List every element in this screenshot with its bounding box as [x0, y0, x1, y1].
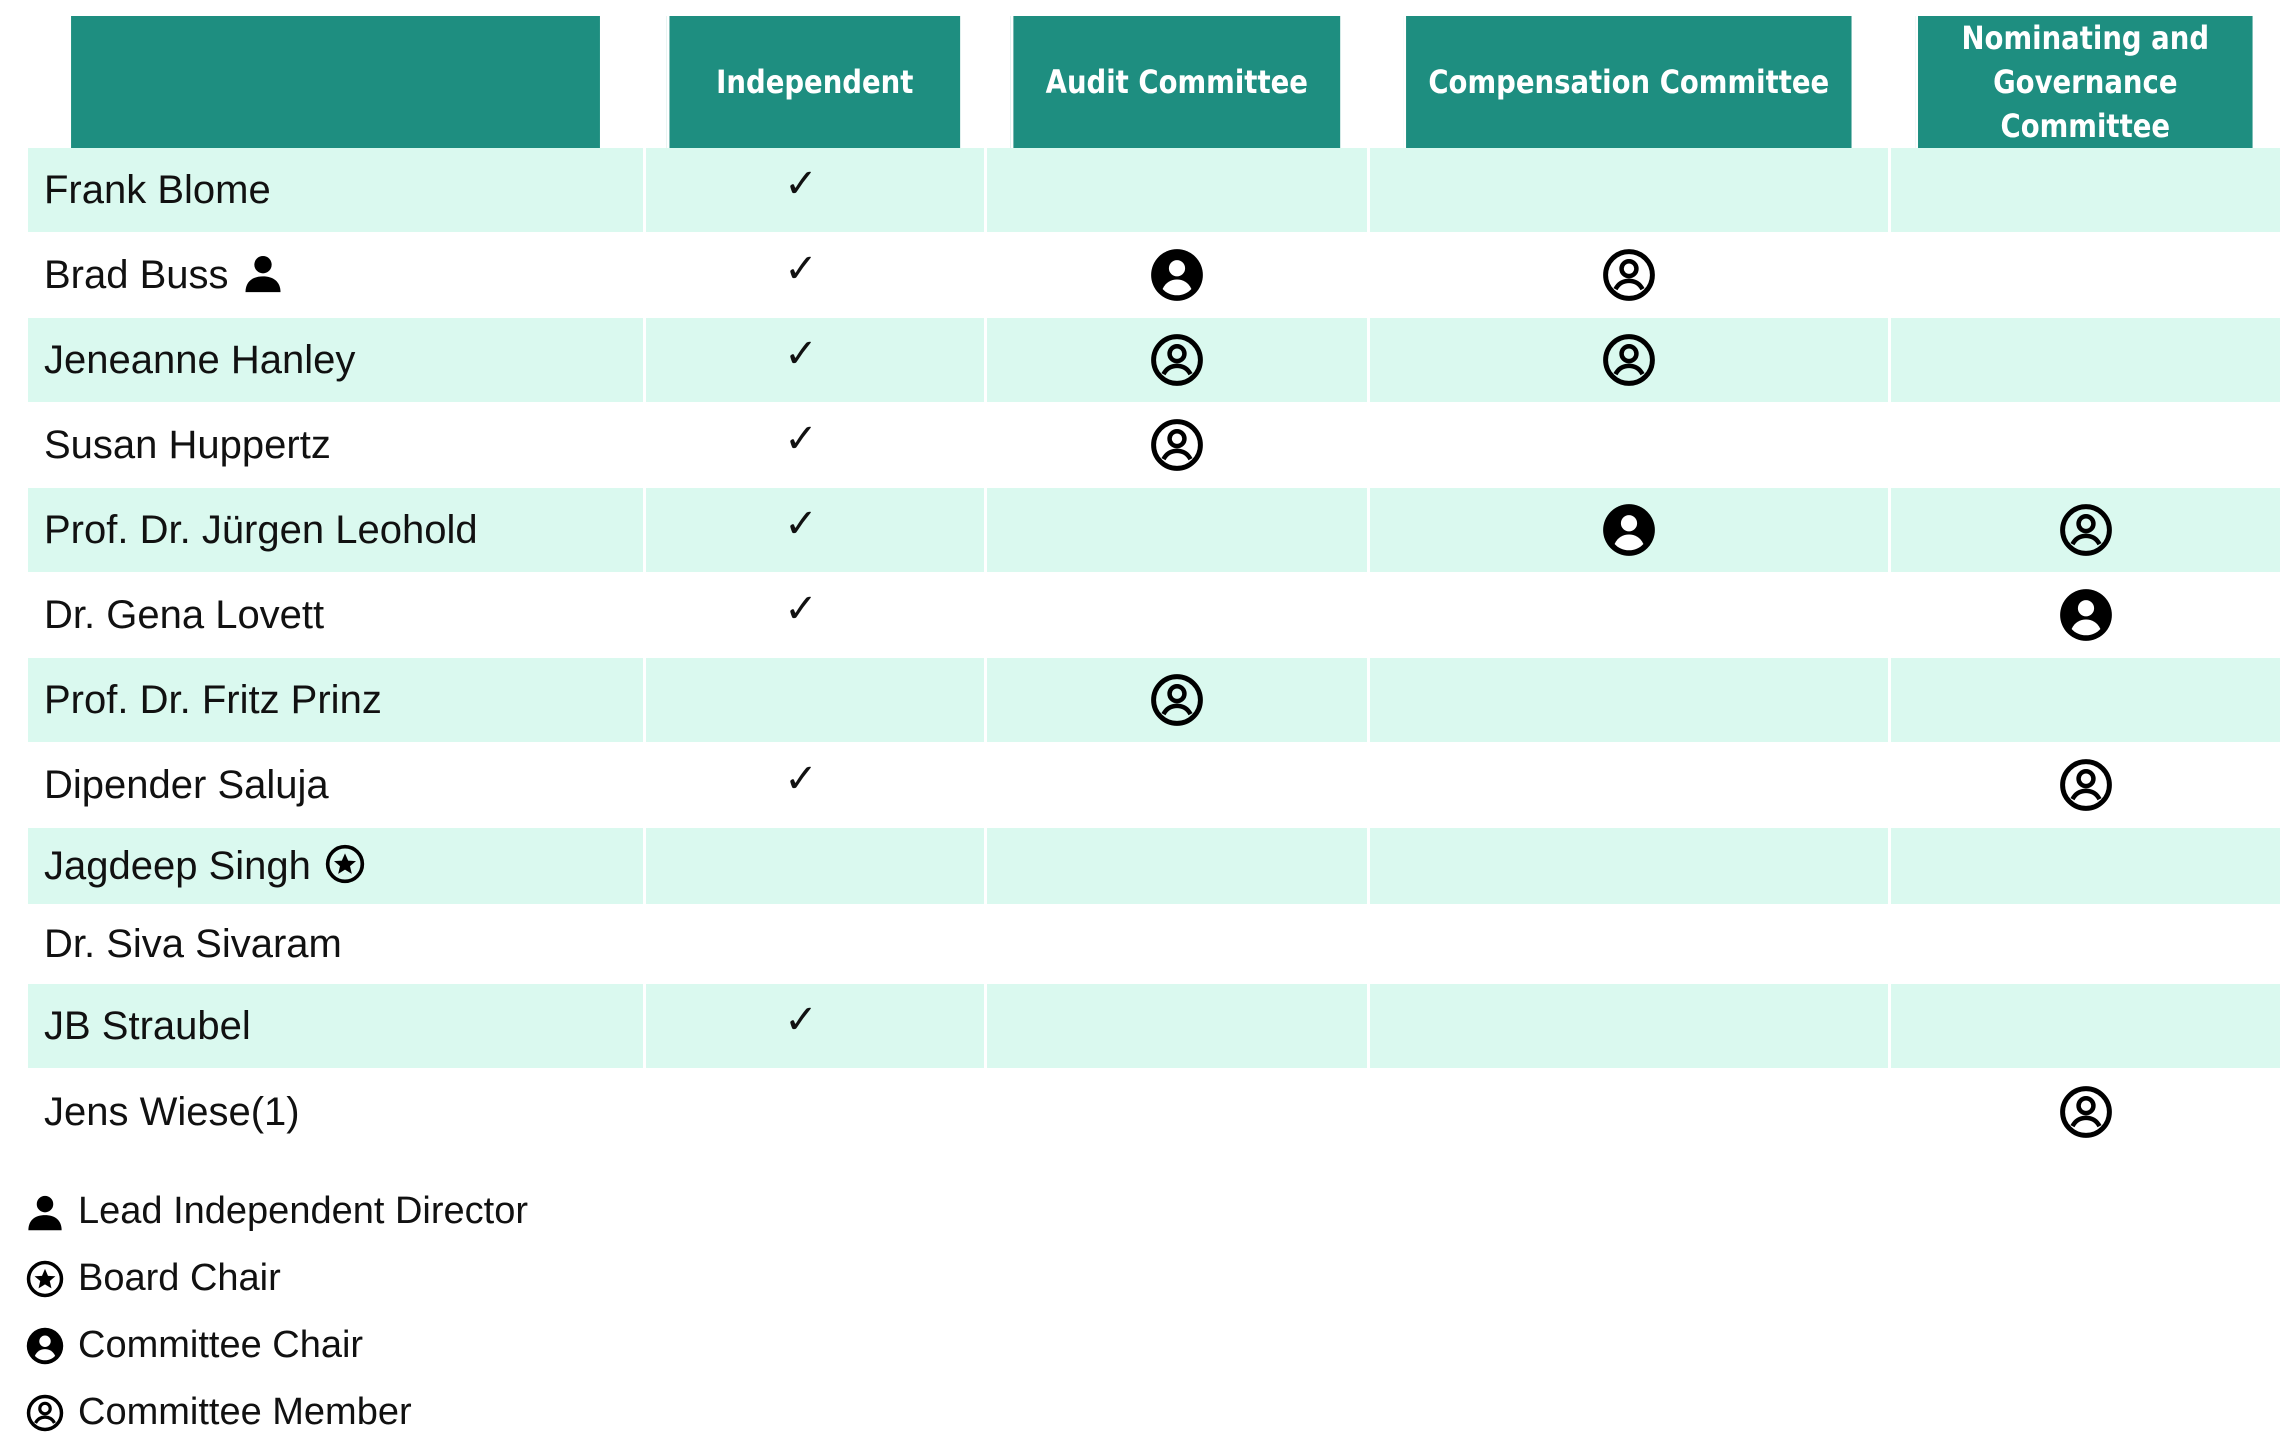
nominating-committee-cell — [1888, 658, 2280, 742]
nominating-committee-cell — [1888, 984, 2280, 1068]
legend-label: Committee Member — [78, 1391, 412, 1433]
table-row — [28, 658, 2280, 742]
legend-label: Lead Independent Director — [78, 1190, 528, 1232]
director-name-cell — [28, 742, 643, 828]
committee-chair-icon — [1150, 248, 1204, 302]
committee-member-icon — [1150, 418, 1204, 472]
header-row — [28, 16, 2280, 148]
independent-cell — [643, 572, 984, 658]
nominating-committee-cell — [1888, 904, 2280, 984]
compensation-committee-cell — [1367, 984, 1888, 1068]
committee-member-icon — [1602, 333, 1656, 387]
lead-independent-director-icon — [243, 253, 283, 293]
audit-committee-cell — [984, 232, 1367, 318]
director-name: Frank Blome — [44, 167, 271, 212]
audit-committee-cell — [984, 904, 1367, 984]
audit-committee-cell — [984, 318, 1367, 402]
legend-label: Committee Chair — [78, 1324, 364, 1366]
director-name-cell — [28, 232, 643, 318]
compensation-committee-cell — [1367, 742, 1888, 828]
director-name: Dr. Gena Lovett — [44, 592, 325, 637]
director-name-cell — [28, 148, 643, 232]
director-name: Prof. Dr. Fritz Prinz — [44, 677, 382, 722]
independent-cell — [643, 828, 984, 904]
committee-member-icon — [1150, 333, 1204, 387]
director-name-cell — [28, 984, 643, 1068]
table-row — [28, 402, 2280, 488]
independent-cell — [643, 1068, 984, 1156]
lead-independent-director-icon — [26, 1193, 64, 1231]
director-name: Jens Wiese(1) — [44, 1089, 300, 1134]
nominating-committee-cell — [1888, 1068, 2280, 1156]
director-name-cell — [28, 904, 643, 984]
table-row — [28, 742, 2280, 828]
director-name: Jagdeep Singh — [44, 843, 311, 888]
compensation-committee-cell — [1367, 318, 1888, 402]
table-row — [28, 148, 2280, 232]
table-row — [28, 984, 2280, 1068]
nominating-committee-cell — [1888, 318, 2280, 402]
checkmark-icon: ✓ — [784, 416, 818, 462]
audit-committee-cell — [984, 828, 1367, 904]
compensation-committee-cell — [1367, 572, 1888, 658]
legend-item — [26, 1245, 528, 1312]
independent-cell — [643, 904, 984, 984]
independent-cell — [643, 232, 984, 318]
committee-member-icon — [2059, 503, 2113, 557]
independent-cell — [643, 984, 984, 1068]
independent-cell — [643, 488, 984, 572]
audit-committee-cell — [984, 1068, 1367, 1156]
committee-chair-icon — [26, 1327, 64, 1365]
nominating-committee-cell — [1888, 232, 2280, 318]
audit-committee-cell — [984, 402, 1367, 488]
checkmark-icon: ✓ — [784, 331, 818, 377]
independent-cell — [643, 742, 984, 828]
committee-member-icon — [1602, 248, 1656, 302]
checkmark-icon: ✓ — [784, 246, 818, 292]
compensation-committee-cell — [1367, 488, 1888, 572]
director-name: Dipender Saluja — [44, 762, 329, 807]
legend-item — [26, 1379, 528, 1446]
committee-member-icon — [26, 1394, 64, 1432]
header-audit-committee: Audit Committee — [1011, 16, 1340, 148]
committee-member-icon — [2059, 1085, 2113, 1139]
independent-cell — [643, 318, 984, 402]
header-independent: Independent — [667, 16, 960, 148]
nominating-committee-cell — [1888, 402, 2280, 488]
director-name: JB Straubel — [44, 1003, 251, 1048]
committee-member-icon — [1150, 673, 1204, 727]
audit-committee-cell — [984, 984, 1367, 1068]
board-chair-icon — [26, 1260, 64, 1298]
director-name: Susan Huppertz — [44, 422, 331, 467]
table-row — [28, 828, 2280, 904]
committee-chair-icon — [2059, 588, 2113, 642]
compensation-committee-cell — [1367, 148, 1888, 232]
table-row — [28, 318, 2280, 402]
legend-item — [26, 1178, 528, 1245]
director-name-cell — [28, 828, 643, 904]
table-row — [28, 904, 2280, 984]
compensation-committee-cell — [1367, 828, 1888, 904]
checkmark-icon: ✓ — [784, 161, 818, 207]
audit-committee-cell — [984, 742, 1367, 828]
independent-cell — [643, 658, 984, 742]
checkmark-icon: ✓ — [784, 756, 818, 802]
director-name-cell — [28, 318, 643, 402]
director-name-cell — [28, 402, 643, 488]
checkmark-icon: ✓ — [784, 997, 818, 1043]
nominating-committee-cell — [1888, 828, 2280, 904]
legend-label: Board Chair — [78, 1257, 281, 1299]
committee-member-icon — [2059, 758, 2113, 812]
board-chair-icon — [325, 844, 365, 884]
compensation-committee-cell — [1367, 232, 1888, 318]
legend-item — [26, 1312, 528, 1379]
table-row — [28, 232, 2280, 318]
legend — [26, 1178, 528, 1446]
director-name-cell — [28, 572, 643, 658]
compensation-committee-cell — [1367, 658, 1888, 742]
header-compensation-committee: Compensation Committee — [1403, 16, 1851, 148]
audit-committee-cell — [984, 572, 1367, 658]
audit-committee-cell — [984, 148, 1367, 232]
director-name-cell — [28, 658, 643, 742]
header-name — [71, 16, 600, 148]
director-name: Prof. Dr. Jürgen Leohold — [44, 507, 478, 552]
director-name-cell — [28, 1068, 643, 1156]
director-name: Dr. Siva Sivaram — [44, 921, 342, 966]
director-name: Brad Buss — [44, 252, 229, 297]
table-row — [28, 488, 2280, 572]
nominating-committee-cell — [1888, 572, 2280, 658]
nominating-committee-cell — [1888, 148, 2280, 232]
compensation-committee-cell — [1367, 904, 1888, 984]
audit-committee-cell — [984, 488, 1367, 572]
nominating-committee-cell — [1888, 742, 2280, 828]
header-nominating-governance-committee: Nominating and Governance Committee — [1915, 16, 2252, 148]
compensation-committee-cell — [1367, 1068, 1888, 1156]
committee-chair-icon — [1602, 503, 1656, 557]
table-row — [28, 572, 2280, 658]
checkmark-icon: ✓ — [784, 586, 818, 632]
board-committee-table — [28, 16, 2280, 1156]
table-row — [28, 1068, 2280, 1156]
independent-cell — [643, 402, 984, 488]
director-name-cell — [28, 488, 643, 572]
audit-committee-cell — [984, 658, 1367, 742]
compensation-committee-cell — [1367, 402, 1888, 488]
independent-cell — [643, 148, 984, 232]
checkmark-icon: ✓ — [784, 501, 818, 547]
director-name: Jeneanne Hanley — [44, 337, 356, 382]
nominating-committee-cell — [1888, 488, 2280, 572]
